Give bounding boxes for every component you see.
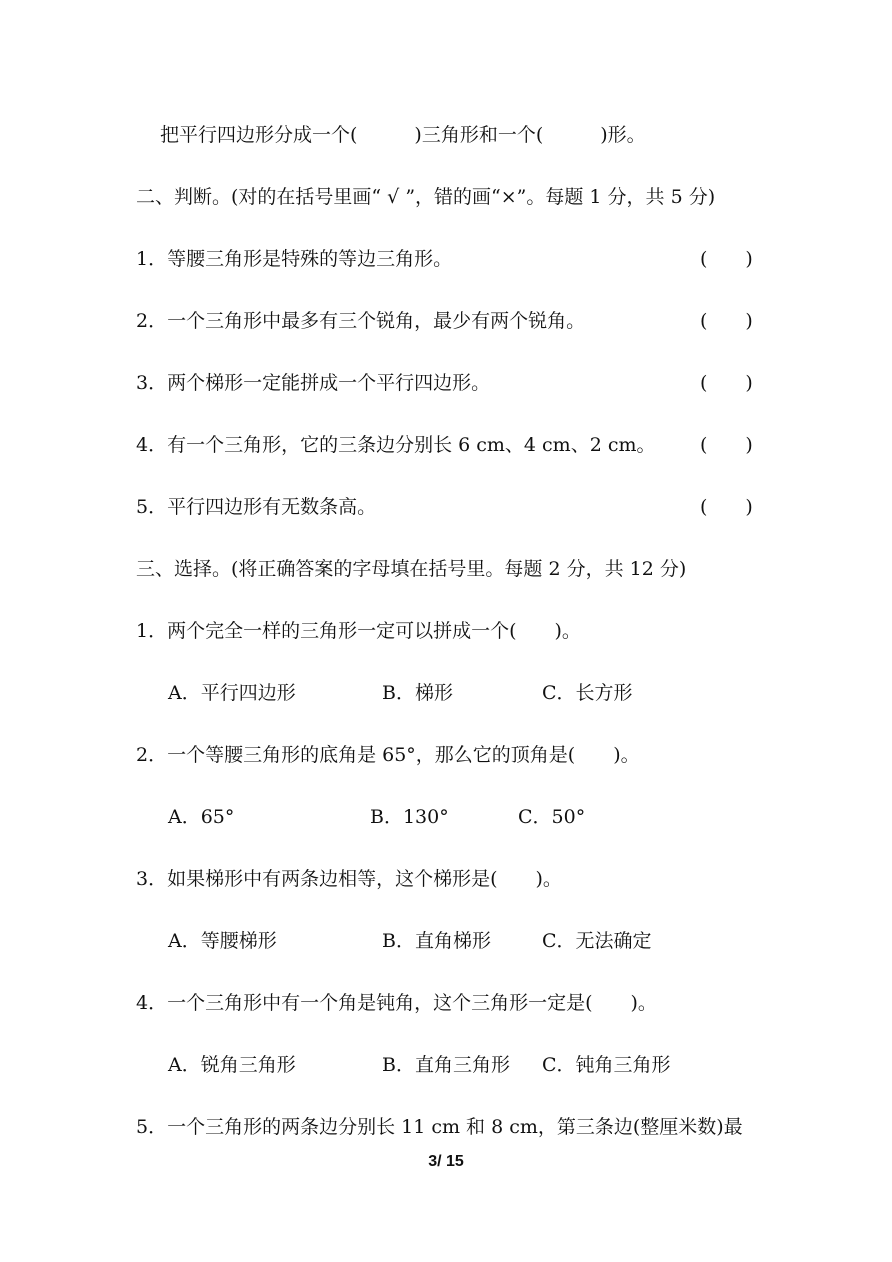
question-text: 3．如果梯形中有两条边相等，这个梯形是( )。 (136, 868, 562, 890)
question-text: 3．两个梯形一定能拼成一个平行四边形。 (136, 372, 491, 394)
question-text: 4．有一个三角形，它的三条边分别长 6 cm、4 cm、2 cm。 (136, 434, 656, 456)
answer-parentheses: ( ) (700, 310, 753, 332)
section-heading-text: 三、选择。(将正确答案的字母填在括号里。每题 2 分，共 12 分) (136, 558, 687, 580)
question-text: 4．一个三角形中有一个角是钝角，这个三角形一定是( )。 (136, 992, 657, 1014)
section-3-heading (0, 554, 892, 584)
option-c: C．长方形 (542, 682, 633, 704)
choice-question-1 (0, 616, 892, 646)
answer-parentheses: ( ) (700, 372, 753, 394)
question-text: 5．一个三角形的两条边分别长 11 cm 和 8 cm，第三条边(整厘米数)最 (136, 1116, 743, 1138)
option-c: C．钝角三角形 (542, 1054, 671, 1076)
choice-options-4 (0, 1050, 892, 1080)
fill-in-question-continued (0, 120, 892, 150)
question-text: 1．等腰三角形是特殊的等边三角形。 (136, 248, 453, 270)
option-b: B．直角三角形 (382, 1054, 510, 1076)
section-2-heading (0, 182, 892, 212)
choice-options-2 (0, 802, 892, 832)
answer-parentheses: ( ) (700, 248, 753, 270)
option-a: A．平行四边形 (168, 682, 296, 704)
answer-parentheses: ( ) (700, 496, 753, 518)
choice-question-5 (0, 1112, 892, 1142)
option-c: C．无法确定 (542, 930, 652, 952)
question-text: 把平行四边形分成一个( )三角形和一个( )形。 (160, 124, 646, 146)
question-text: 1．两个完全一样的三角形一定可以拼成一个( )。 (136, 620, 581, 642)
question-text: 5．平行四边形有无数条高。 (136, 496, 377, 518)
section-heading-text: 二、判断。(对的在括号里画“ √ ”，错的画“×”。每题 1 分，共 5 分) (136, 186, 716, 208)
judgment-question-2 (0, 306, 892, 336)
answer-parentheses: ( ) (700, 434, 753, 456)
option-a: A．等腰梯形 (168, 930, 277, 952)
question-text: 2．一个等腰三角形的底角是 65°，那么它的顶角是( )。 (136, 744, 640, 766)
judgment-question-4 (0, 430, 892, 460)
option-a: A．65° (168, 806, 235, 828)
option-b: B．梯形 (382, 682, 453, 704)
judgment-question-5 (0, 492, 892, 522)
choice-options-3 (0, 926, 892, 956)
judgment-question-3 (0, 368, 892, 398)
choice-options-1 (0, 678, 892, 708)
choice-question-2 (0, 740, 892, 770)
choice-question-3 (0, 864, 892, 894)
judgment-question-1 (0, 244, 892, 274)
option-b: B．130° (370, 806, 449, 828)
option-c: C．50° (518, 806, 586, 828)
choice-question-4 (0, 988, 892, 1018)
page-number: 3/ 15 (428, 1153, 464, 1170)
option-b: B．直角梯形 (382, 930, 491, 952)
option-a: A．锐角三角形 (168, 1054, 296, 1076)
question-text: 2．一个三角形中最多有三个锐角，最少有两个锐角。 (136, 310, 586, 332)
